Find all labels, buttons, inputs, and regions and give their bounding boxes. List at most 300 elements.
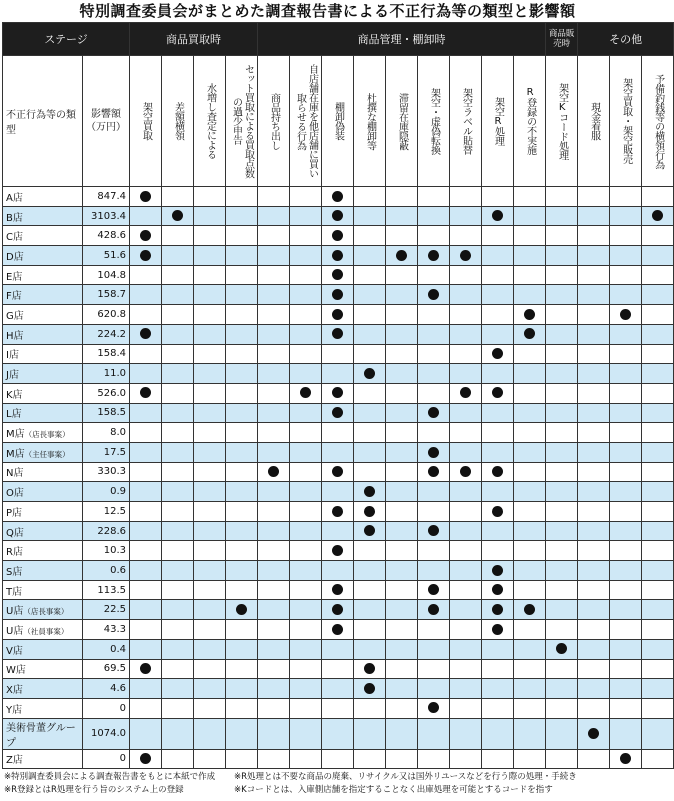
store-label: W店 <box>6 665 26 677</box>
table-row <box>3 403 674 423</box>
mark-cell <box>578 718 610 749</box>
mark-cell <box>226 423 258 443</box>
mark-cell <box>226 639 258 659</box>
mark-cell <box>450 718 482 749</box>
mark-cell <box>226 718 258 749</box>
mark-cell <box>162 226 194 246</box>
mark-cell <box>514 246 546 266</box>
mark-cell <box>610 502 642 522</box>
mark-cell <box>610 442 642 462</box>
mark-cell <box>386 423 418 443</box>
mark-cell <box>642 639 674 659</box>
mark-cell <box>130 285 162 305</box>
mark-cell <box>546 698 578 718</box>
mark-cell <box>290 659 322 679</box>
impact-amount: 22.5 <box>83 600 130 620</box>
mark-cell <box>546 561 578 581</box>
mark-cell <box>354 600 386 620</box>
mark-cell <box>514 226 546 246</box>
mark-cell <box>226 600 258 620</box>
bullet-icon <box>556 643 567 654</box>
footnote: ※R処理とは不要な商品の廃棄、リサイクル又は国外リユースなどを行う際の処理・手続き <box>234 772 577 783</box>
bullet-icon <box>364 663 375 674</box>
mark-cell <box>418 305 450 325</box>
column-header <box>642 56 674 187</box>
mark-cell <box>514 187 546 207</box>
mark-cell <box>514 462 546 482</box>
mark-cell <box>450 639 482 659</box>
mark-cell <box>162 580 194 600</box>
bullet-icon <box>428 447 439 458</box>
mark-cell <box>130 187 162 207</box>
stage-header: ステージ <box>3 23 130 56</box>
bullet-icon <box>620 309 631 320</box>
mark-cell <box>418 600 450 620</box>
column-header <box>386 56 418 187</box>
mark-cell <box>642 206 674 226</box>
mark-cell <box>610 679 642 699</box>
mark-cell <box>450 423 482 443</box>
mark-cell <box>514 639 546 659</box>
column-header-label: 架空ラベル貼替 <box>460 87 472 155</box>
store-label: I店 <box>6 350 19 362</box>
mark-cell <box>194 206 226 226</box>
mark-cell <box>482 749 514 769</box>
mark-cell <box>258 187 290 207</box>
store-name <box>3 521 83 541</box>
mark-cell <box>354 749 386 769</box>
mark-cell <box>354 226 386 246</box>
store-label: P店 <box>6 507 23 519</box>
mark-cell <box>258 383 290 403</box>
mark-cell <box>354 344 386 364</box>
mark-cell <box>194 187 226 207</box>
mark-cell <box>514 285 546 305</box>
mark-cell <box>130 749 162 769</box>
mark-cell <box>226 187 258 207</box>
mark-cell <box>162 659 194 679</box>
mark-cell <box>482 580 514 600</box>
bullet-icon <box>140 663 151 674</box>
mark-cell <box>546 383 578 403</box>
table-row <box>3 206 674 226</box>
store-label: T店 <box>6 586 23 598</box>
mark-cell <box>130 383 162 403</box>
mark-cell <box>290 698 322 718</box>
mark-cell <box>514 403 546 423</box>
mark-cell <box>258 698 290 718</box>
mark-cell <box>162 620 194 640</box>
mark-cell <box>258 364 290 384</box>
column-header-label: 棚卸偽装 <box>332 102 344 140</box>
impact-amount: 51.6 <box>83 246 130 266</box>
mark-cell <box>290 620 322 640</box>
mark-cell <box>546 502 578 522</box>
impact-amount: 11.0 <box>83 364 130 384</box>
mark-cell <box>322 541 354 561</box>
bullet-icon <box>460 387 471 398</box>
mark-cell <box>162 403 194 423</box>
store-name <box>3 265 83 285</box>
mark-cell <box>162 718 194 749</box>
mark-cell <box>322 639 354 659</box>
mark-cell <box>610 305 642 325</box>
impact-amount: 17.5 <box>83 442 130 462</box>
mark-cell <box>226 305 258 325</box>
store-label: X店 <box>6 685 23 697</box>
mark-cell <box>546 364 578 384</box>
mark-cell <box>162 679 194 699</box>
bullet-icon <box>492 348 503 359</box>
mark-cell <box>386 442 418 462</box>
mark-cell <box>258 620 290 640</box>
mark-cell <box>194 502 226 522</box>
bullet-icon <box>140 230 151 241</box>
mark-cell <box>354 423 386 443</box>
mark-cell <box>354 639 386 659</box>
mark-cell <box>610 265 642 285</box>
mark-cell <box>354 246 386 266</box>
store-label: Z店 <box>6 755 23 767</box>
bullet-icon <box>140 250 151 261</box>
column-header <box>322 56 354 187</box>
mark-cell <box>162 502 194 522</box>
mark-cell <box>642 482 674 502</box>
group-header-sales: 商品販売時 <box>546 23 578 56</box>
mark-cell <box>226 679 258 699</box>
mark-cell <box>194 265 226 285</box>
mark-cell <box>194 639 226 659</box>
bullet-icon <box>140 753 151 764</box>
mark-cell <box>642 403 674 423</box>
bullet-icon <box>236 604 247 615</box>
mark-cell <box>322 749 354 769</box>
impact-amount: 4.6 <box>83 679 130 699</box>
mark-cell <box>450 561 482 581</box>
mark-cell <box>450 344 482 364</box>
bullet-icon <box>492 466 503 477</box>
mark-cell <box>610 639 642 659</box>
mark-cell <box>322 226 354 246</box>
mark-cell <box>610 580 642 600</box>
mark-cell <box>578 305 610 325</box>
mark-cell <box>482 344 514 364</box>
mark-cell <box>322 698 354 718</box>
mark-cell <box>642 580 674 600</box>
mark-cell <box>450 620 482 640</box>
mark-cell <box>418 265 450 285</box>
mark-cell <box>642 285 674 305</box>
mark-cell <box>642 541 674 561</box>
mark-cell <box>258 246 290 266</box>
mark-cell <box>194 364 226 384</box>
mark-cell <box>290 383 322 403</box>
mark-cell <box>130 659 162 679</box>
mark-cell <box>258 639 290 659</box>
mark-cell <box>610 541 642 561</box>
mark-cell <box>450 403 482 423</box>
mark-cell <box>258 749 290 769</box>
mark-cell <box>290 462 322 482</box>
mark-cell <box>130 580 162 600</box>
store-label: E店 <box>6 271 23 283</box>
mark-cell <box>290 561 322 581</box>
mark-cell <box>162 265 194 285</box>
store-label: C店 <box>6 232 23 244</box>
table-row <box>3 620 674 640</box>
mark-cell <box>290 580 322 600</box>
bullet-icon <box>332 584 343 595</box>
mark-cell <box>258 679 290 699</box>
column-header-label: 架空・虚偽転換 <box>428 87 440 155</box>
bullet-icon <box>332 250 343 261</box>
impact-amount: 43.3 <box>83 620 130 640</box>
mark-cell <box>450 226 482 246</box>
mark-cell <box>418 639 450 659</box>
mark-cell <box>194 718 226 749</box>
mark-cell <box>258 324 290 344</box>
bullet-icon <box>492 565 503 576</box>
mark-cell <box>386 285 418 305</box>
mark-cell <box>482 482 514 502</box>
store-label: R店 <box>6 547 23 559</box>
mark-cell <box>258 718 290 749</box>
mark-cell <box>578 482 610 502</box>
mark-cell <box>258 541 290 561</box>
mark-cell <box>578 462 610 482</box>
mark-cell <box>162 423 194 443</box>
table-row <box>3 462 674 482</box>
mark-cell <box>354 265 386 285</box>
table-row <box>3 639 674 659</box>
mark-cell <box>162 383 194 403</box>
mark-cell <box>322 324 354 344</box>
mark-cell <box>418 482 450 502</box>
mark-cell <box>546 324 578 344</box>
mark-cell <box>578 541 610 561</box>
mark-cell <box>386 246 418 266</box>
mark-cell <box>130 620 162 640</box>
mark-cell <box>194 305 226 325</box>
mark-cell <box>290 482 322 502</box>
store-label: D店 <box>6 251 24 263</box>
bullet-icon <box>524 328 535 339</box>
table-row <box>3 187 674 207</box>
mark-cell <box>514 698 546 718</box>
mark-cell <box>482 187 514 207</box>
mark-cell <box>578 698 610 718</box>
table-row <box>3 600 674 620</box>
table-row <box>3 265 674 285</box>
mark-cell <box>226 541 258 561</box>
store-name <box>3 344 83 364</box>
mark-cell <box>226 246 258 266</box>
store-label: K店 <box>6 389 23 401</box>
mark-cell <box>130 305 162 325</box>
store-label: S店 <box>6 566 23 578</box>
mark-cell <box>258 285 290 305</box>
mark-cell <box>258 462 290 482</box>
mark-cell <box>482 226 514 246</box>
mark-cell <box>290 265 322 285</box>
mark-cell <box>386 265 418 285</box>
mark-cell <box>418 502 450 522</box>
mark-cell <box>642 620 674 640</box>
mark-cell <box>610 285 642 305</box>
mark-cell <box>322 265 354 285</box>
impact-amount: 526.0 <box>83 383 130 403</box>
mark-cell <box>194 226 226 246</box>
mark-cell <box>514 344 546 364</box>
mark-cell <box>546 305 578 325</box>
mark-cell <box>162 285 194 305</box>
mark-cell <box>322 482 354 502</box>
store-name <box>3 226 83 246</box>
mark-cell <box>450 442 482 462</box>
mark-cell <box>418 679 450 699</box>
mark-cell <box>546 226 578 246</box>
table-row <box>3 246 674 266</box>
mark-cell <box>386 187 418 207</box>
mark-cell <box>578 679 610 699</box>
store-name <box>3 698 83 718</box>
store-label: M店 <box>6 429 25 441</box>
mark-cell <box>194 246 226 266</box>
column-header <box>354 56 386 187</box>
mark-cell <box>610 482 642 502</box>
store-label: O店 <box>6 488 24 500</box>
mark-cell <box>418 580 450 600</box>
mark-cell <box>642 718 674 749</box>
bullet-icon <box>140 328 151 339</box>
mark-cell <box>610 344 642 364</box>
mark-cell <box>322 364 354 384</box>
group-header-other: その他 <box>578 23 674 56</box>
table-row <box>3 679 674 699</box>
impact-amount: 0.6 <box>83 561 130 581</box>
mark-cell <box>162 698 194 718</box>
mark-cell <box>546 600 578 620</box>
mark-cell <box>354 698 386 718</box>
mark-cell <box>514 541 546 561</box>
store-label: B店 <box>6 212 23 224</box>
mark-cell <box>194 749 226 769</box>
mark-cell <box>546 344 578 364</box>
store-name <box>3 442 83 462</box>
mark-cell <box>162 749 194 769</box>
mark-cell <box>610 620 642 640</box>
impact-amount: 158.7 <box>83 285 130 305</box>
mark-cell <box>514 206 546 226</box>
mark-cell <box>226 659 258 679</box>
bullet-icon <box>332 230 343 241</box>
table-row <box>3 659 674 679</box>
mark-cell <box>226 620 258 640</box>
mark-cell <box>514 423 546 443</box>
store-name <box>3 246 83 266</box>
column-header <box>578 56 610 187</box>
mark-cell <box>546 639 578 659</box>
mark-cell <box>610 187 642 207</box>
mark-cell <box>290 749 322 769</box>
mark-cell <box>322 561 354 581</box>
mark-cell <box>322 718 354 749</box>
mark-cell <box>130 639 162 659</box>
mark-cell <box>194 383 226 403</box>
store-name <box>3 364 83 384</box>
impact-amount: 0.4 <box>83 639 130 659</box>
mark-cell <box>514 324 546 344</box>
bullet-icon <box>428 584 439 595</box>
mark-cell <box>290 718 322 749</box>
mark-cell <box>290 423 322 443</box>
mark-cell <box>130 698 162 718</box>
impact-amount: 0 <box>83 698 130 718</box>
mark-cell <box>386 600 418 620</box>
mark-cell <box>162 541 194 561</box>
mark-cell <box>354 541 386 561</box>
mark-cell <box>482 679 514 699</box>
bullet-icon <box>428 702 439 713</box>
column-header-label: 自店舗在庫を他店舗に買い取らせる行為 <box>294 64 318 178</box>
footnote: ※Kコードとは、入庫側店舗を指定することなく出庫処理を可能とするコードを指す <box>234 785 553 796</box>
store-label: G店 <box>6 310 24 322</box>
mark-cell <box>578 659 610 679</box>
mark-cell <box>354 561 386 581</box>
mark-cell <box>290 403 322 423</box>
mark-cell <box>642 265 674 285</box>
store-label: V店 <box>6 645 23 657</box>
mark-cell <box>482 324 514 344</box>
mark-cell <box>226 383 258 403</box>
mark-cell <box>546 580 578 600</box>
mark-cell <box>322 659 354 679</box>
mark-cell <box>578 502 610 522</box>
mark-cell <box>354 206 386 226</box>
mark-cell <box>450 285 482 305</box>
store-label: N店 <box>6 468 24 480</box>
store-name <box>3 561 83 581</box>
mark-cell <box>354 679 386 699</box>
mark-cell <box>258 206 290 226</box>
column-header-label: R登録の不実施 <box>524 87 536 155</box>
mark-cell <box>322 305 354 325</box>
column-header <box>610 56 642 187</box>
mark-cell <box>610 462 642 482</box>
mark-cell <box>386 324 418 344</box>
mark-cell <box>546 246 578 266</box>
store-name <box>3 403 83 423</box>
mark-cell <box>386 561 418 581</box>
mark-cell <box>610 659 642 679</box>
mark-cell <box>290 541 322 561</box>
mark-cell <box>130 324 162 344</box>
impact-amount: 69.5 <box>83 659 130 679</box>
table-row <box>3 482 674 502</box>
mark-cell <box>322 206 354 226</box>
mark-cell <box>290 502 322 522</box>
mark-cell <box>130 226 162 246</box>
mark-cell <box>290 521 322 541</box>
mark-cell <box>354 620 386 640</box>
mark-cell <box>258 403 290 423</box>
store-label: Q店 <box>6 527 24 539</box>
mark-cell <box>546 403 578 423</box>
store-label: Y店 <box>6 704 23 716</box>
column-header-label: 杜撰な棚卸等 <box>364 92 376 150</box>
mark-cell <box>226 206 258 226</box>
mark-cell <box>610 718 642 749</box>
